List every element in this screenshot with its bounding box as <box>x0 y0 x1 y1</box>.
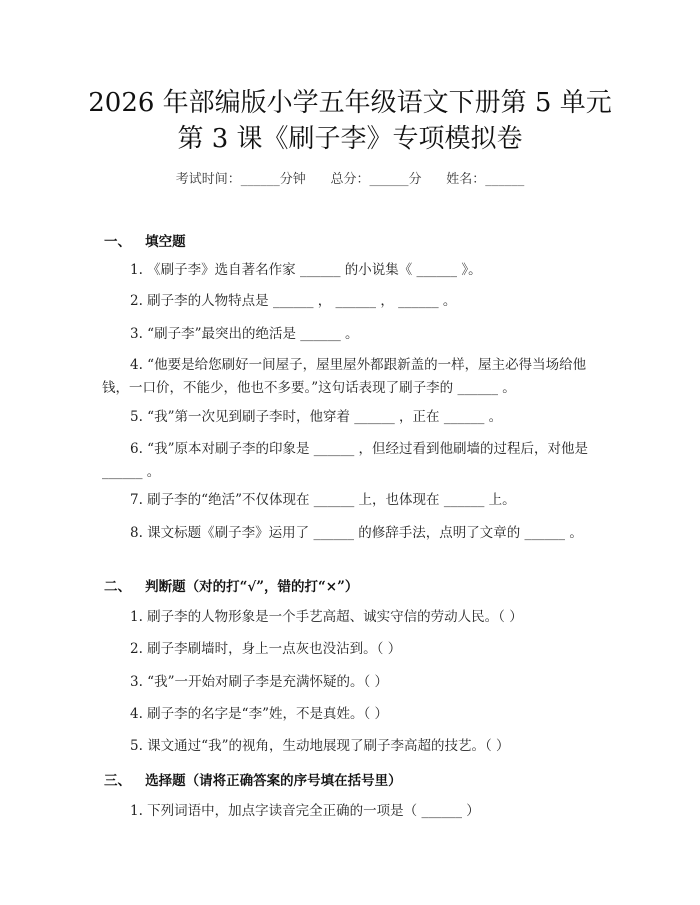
exam-info: 考试时间：______分钟 总分：______分 姓名：______ <box>175 172 525 187</box>
page-title-line1: 2026 年部编版小学五年级语文下册第 5 单元 <box>88 88 612 118</box>
section-heading-multiple-choice: 三、 选择题（请将正确答案的序号填在括号里） <box>104 773 402 789</box>
question-item: 8. 课文标题《刷子李》运用了 ______ 的修辞手法，点明了文章的 ______ 。 <box>130 525 583 541</box>
question-item: 3. “刷子李”最突出的绝活是 ______ 。 <box>130 326 359 342</box>
question-item: 2. 刷子李的人物特点是 ______ ， ______ ， ______ 。 <box>130 293 457 309</box>
question-item: 7. 刷子李的“绝活”不仅体现在 ______ 上，也体现在 ______ 上。 <box>130 492 516 508</box>
question-item: 4. “他要是给您刷好一间屋子，屋里屋外都跟新盖的一样，屋主必得当场给他钱，一口价，不能少，他也不多要。”这句话表现了刷子李的 ______ 。 <box>102 357 587 396</box>
question-item: 6. “我”原本对刷子李的印象是 ______ ，但经过看到他刷墙的过程后，对他是 ______ 。 <box>102 441 589 480</box>
question-item: 1. 下列词语中，加点字读音完全正确的一项是（ ______ ） <box>130 803 480 819</box>
page-title-line2: 第 3 课《刷子李》专项模拟卷 <box>177 124 523 154</box>
question-item: 1. 刷子李的人物形象是一个手艺高超、诚实守信的劳动人民。（ ） <box>130 609 523 625</box>
question-item: 2. 刷子李刷墙时，身上一点灰也没沾到。（ ） <box>130 641 402 657</box>
question-item: 5. “我”第一次见到刷子李时，他穿着 ______ ，正在 ______ 。 <box>130 409 503 425</box>
question-item: 1. 《刷子李》选自著名作家 ______ 的小说集《 ______ 》。 <box>130 262 482 278</box>
question-item: 4. 刷子李的名字是“李”姓，不是真姓。（ ） <box>130 706 389 722</box>
section-heading-fill-blank: 一、 填空题 <box>104 234 186 250</box>
question-item: 5. 课文通过“我”的视角，生动地展现了刷子李高超的技艺。（ ） <box>130 738 510 754</box>
question-item: 3. “我”一开始对刷子李是充满怀疑的。（ ） <box>130 674 389 690</box>
section-heading-true-false: 二、 判断题（对的打“√”，错的打“×”） <box>104 579 359 595</box>
